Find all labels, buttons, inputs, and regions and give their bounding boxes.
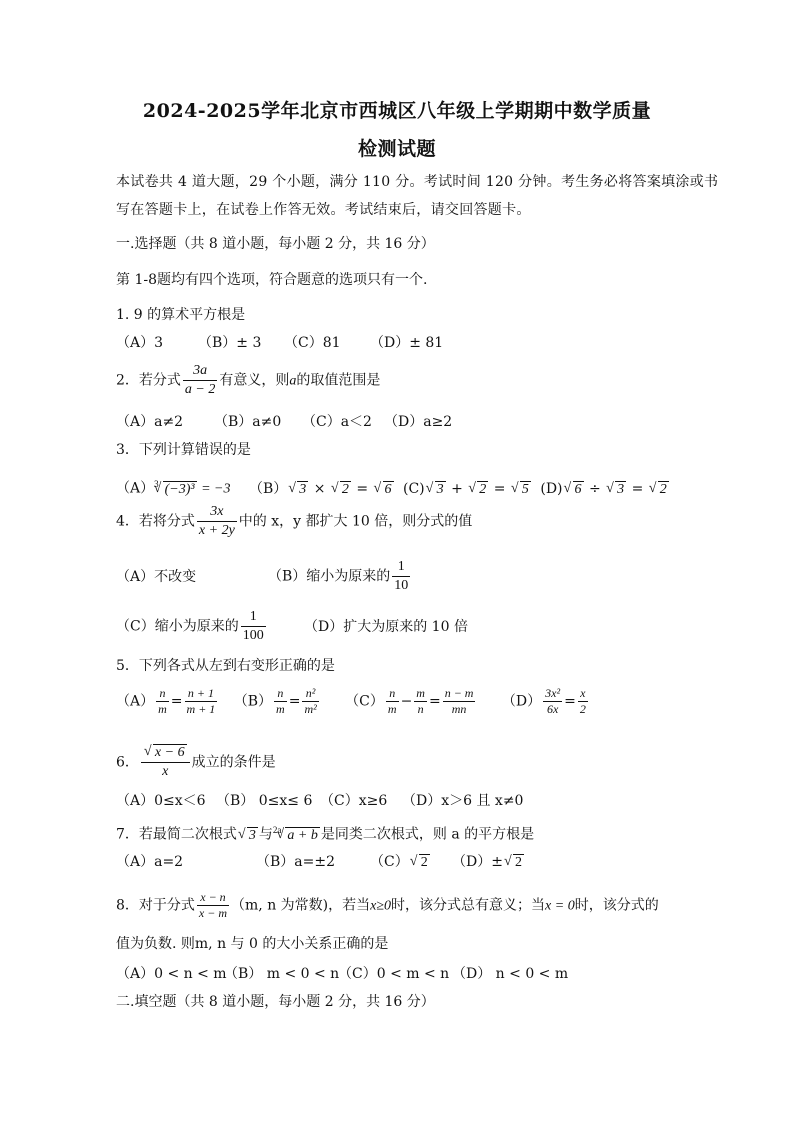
q8-stem: [116, 890, 659, 921]
intro-line-2: 写在答题卡上，在试卷上作答无效。考试结束后，请交回答题卡。: [116, 202, 531, 218]
q2-option-a: （A）a≠2: [116, 414, 184, 430]
q5-d-label: （D）: [501, 693, 542, 710]
q2-options: [116, 412, 452, 432]
q5-d-den-1: 6x: [546, 702, 559, 716]
q3-a-root: [154, 480, 197, 500]
q5-option-d: [502, 686, 590, 717]
q4-b-num: 1: [392, 558, 410, 577]
q5-c-num-2: m: [416, 686, 425, 700]
q4-option-d: （D）扩大为原来的 10 倍: [304, 618, 468, 635]
q4-options-row-2: [116, 608, 468, 645]
q4-c-fraction: [241, 608, 266, 645]
q6-stem-pre: 6．: [116, 754, 139, 771]
q3-a-rhs: = −3: [197, 481, 231, 497]
q5-options: [116, 686, 590, 717]
q3-d-root-1: [564, 480, 584, 500]
q3-b-label: （B）: [248, 480, 288, 497]
q5-c-minus: −: [400, 693, 413, 710]
q7-option-d: [452, 852, 525, 873]
q7-d-pm: ±: [491, 854, 503, 870]
q5-a-label: （A）: [116, 693, 155, 710]
q7-option-c: [370, 852, 452, 873]
q7-root-index: 2a: [272, 825, 282, 835]
q8-stem-line-2: 值为负数. 则m, n 与 0 的大小关系正确的是: [116, 936, 389, 952]
q3-d-radicand-2: 3: [617, 481, 625, 497]
q1-option-a: （A）3: [116, 335, 164, 351]
q7-d-root: [504, 853, 524, 873]
q4-frac-num: 3x: [197, 503, 237, 522]
q3-c-root-3: [511, 480, 531, 500]
q5-option-a: [116, 686, 219, 717]
q3-b-radicand-3: 6: [384, 481, 392, 497]
q5-b-num-1: n: [274, 686, 287, 702]
q1-option-c: （C）81: [284, 335, 341, 351]
q2-frac-num: 3a: [183, 362, 217, 381]
q3-b-times: ×: [309, 480, 330, 497]
q6-frac-num: [141, 744, 190, 763]
q6-option-b: （B） 0≤x≤ 6: [216, 793, 313, 809]
q6-option-d: （D）x＞6 且 x≠0: [402, 793, 524, 809]
q5-d-num-2: x: [578, 686, 588, 702]
q7-root-2: [276, 826, 319, 846]
q3-d-radicand-3: 2: [659, 481, 667, 497]
q8-options: [116, 964, 568, 984]
q4-b-den: 10: [394, 578, 409, 593]
q6-frac-den: x: [162, 764, 169, 779]
q5-c-frac-2: [414, 686, 427, 717]
q4-options-row-1: [116, 558, 412, 595]
q5-c-den-1: m: [387, 702, 397, 716]
q7-stem: [116, 820, 534, 846]
q3-c-eq: =: [489, 480, 510, 497]
q4-c-num: 1: [241, 608, 266, 627]
q5-c-frac-1: [386, 686, 399, 717]
q7-c-radicand: 2: [420, 855, 428, 870]
q3-c-radicand-1: 3: [436, 481, 444, 497]
q4-c-den: 100: [242, 628, 264, 643]
q5-b-frac-2: [302, 686, 318, 717]
q3-b-radicand-2: 2: [341, 481, 349, 497]
q6-options: [116, 791, 523, 811]
q6-option-a: （A）0≤x＜6: [116, 793, 206, 809]
q4-option-a: （A）不改变: [116, 568, 197, 585]
q3-a-radicand: (−3)³: [164, 481, 195, 497]
q5-c-num-3: n − m: [444, 686, 474, 700]
q3-c-radicand-2: 2: [479, 481, 487, 497]
q3-d-root-2: [606, 480, 626, 500]
q8-stem-pre: 8．对于分式: [116, 897, 195, 914]
q5-option-b: [234, 686, 321, 717]
q2-var: a: [289, 373, 297, 389]
q7-d-label: （D）: [452, 854, 492, 870]
q5-d-num-1: 3x²: [545, 686, 561, 700]
q8-stem-mid-1: （m, n 为常数)，若当: [231, 897, 371, 914]
q7-stem-mid: 与: [258, 826, 273, 843]
q2-stem-post-1: 有意义，则: [219, 372, 290, 389]
q7-options: [116, 852, 525, 873]
q5-c-den-3: mn: [451, 702, 467, 716]
q3-d-label: (D): [540, 480, 563, 497]
q4-stem-pre: 4．若将分式: [116, 513, 195, 530]
q3-d-radicand-1: 6: [574, 481, 582, 497]
q5-d-eq: =: [564, 693, 576, 710]
q5-c-den-2: n: [417, 702, 424, 716]
q8-cond-2: x = 0: [545, 898, 575, 914]
q3-options: [116, 474, 670, 500]
q7-radicand-2: a + b: [287, 827, 318, 843]
q7-option-b: （B）a=±2: [256, 854, 336, 870]
q5-c-eq: =: [428, 693, 441, 710]
q5-stem: 5．下列各式从左到右变形正确的是: [116, 658, 335, 674]
q7-c-root: [410, 853, 430, 873]
q3-c-root-1: [426, 480, 446, 500]
q3-option-c: [403, 479, 532, 500]
q7-stem-pre: 7．若最简二次根式: [116, 826, 237, 843]
q4-b-pre: （B）缩小为原来的: [268, 568, 391, 585]
q6-radicand: x − 6: [154, 745, 185, 760]
q3-option-d: [540, 479, 669, 500]
q7-stem-post: 是同类二次根式，则 a 的平方根是: [320, 826, 535, 843]
q3-b-eq: =: [351, 480, 373, 497]
q8-frac-den: x − m: [198, 906, 228, 920]
q6-option-c: （C）x≥6: [320, 793, 388, 809]
q5-d-frac-2: [578, 686, 588, 717]
section1-heading: 一.选择题（共 8 道小题，每小题 2 分，共 16 分）: [116, 236, 435, 252]
q4-fraction: [197, 503, 237, 540]
q5-a-eq: =: [170, 693, 183, 710]
q3-d-eq: =: [627, 480, 648, 497]
q2-option-d: （D）a≥2: [384, 414, 453, 430]
q8-stem-mid-3: 时，该分式的: [574, 897, 659, 914]
q1-option-d: （D）± 81: [370, 335, 444, 351]
q5-a-den-1: m: [158, 702, 167, 716]
q3-d-root-3: [649, 480, 669, 500]
q5-c-frac-3: [443, 686, 476, 717]
q3-c-label: (C): [402, 480, 425, 497]
q1-option-b: （B）± 3: [198, 335, 262, 351]
q5-b-frac-1: [274, 686, 287, 717]
q4-frac-den: x + 2y: [198, 523, 235, 538]
q5-d-den-2: 2: [579, 702, 586, 716]
q1-stem: 1. 9 的算术平方根是: [116, 307, 246, 323]
q8-option-d: （D） n < 0 < m: [452, 966, 569, 982]
q3-c-radicand-3: 5: [521, 481, 529, 497]
q2-option-c: （C）a＜2: [302, 414, 372, 430]
q6-stem: [116, 744, 276, 781]
q7-root-1: [238, 826, 258, 846]
intro-line-1: 本试卷共 4 道大题，29 个小题，满分 110 分。考试时间 120 分钟。考生务必将答案填涂或书: [116, 174, 719, 190]
q7-radicand-1: 3: [248, 827, 256, 843]
q2-option-b: （B）a≠0: [214, 414, 282, 430]
q5-b-den-2: m²: [304, 702, 317, 716]
q1-options: [116, 333, 443, 353]
q5-a-frac-2: [185, 686, 218, 717]
q2-stem: [116, 362, 380, 399]
q4-option-c: [116, 608, 304, 645]
q5-a-den-2: m + 1: [186, 702, 216, 716]
q7-option-a: （A）a=2: [116, 854, 184, 870]
q4-option-b: [268, 558, 412, 595]
q6-root: [144, 744, 187, 762]
q5-option-c: [345, 686, 477, 717]
q3-c-root-2: [468, 480, 488, 500]
q5-a-frac-1: [156, 686, 169, 717]
q5-d-frac-1: [543, 686, 562, 717]
q3-b-root-1: [288, 480, 308, 500]
q5-b-eq: =: [288, 693, 301, 710]
q5-b-den-1: m: [276, 702, 285, 716]
q5-b-label: （B）: [233, 693, 273, 710]
q4-c-pre: （C）缩小为原来的: [116, 618, 239, 635]
q5-c-label: （C）: [345, 693, 384, 710]
q8-frac-num: x − n: [197, 890, 229, 906]
page-title: 2024-2025学年北京市西城区八年级上学期期中数学质量: [142, 100, 652, 122]
q2-stem-pre: 2．若分式: [116, 372, 181, 389]
q3-b-root-2: [331, 480, 351, 500]
q8-fraction: [197, 890, 229, 921]
q3-option-a: [116, 474, 231, 500]
q6-stem-post: 成立的条件是: [191, 754, 276, 771]
q3-option-b: [249, 479, 395, 500]
q3-b-radicand-1: 3: [299, 481, 307, 497]
q8-option-b: （B） m < 0 < n: [224, 966, 340, 982]
section2-heading: 二.填空题（共 8 道小题，每小题 2 分，共 16 分）: [116, 994, 435, 1010]
q3-c-plus: +: [446, 480, 468, 497]
q6-fraction: [141, 744, 190, 781]
q8-cond-1: x≥0: [370, 898, 392, 914]
q3-a-label: （A）: [116, 480, 155, 497]
q5-a-num-2: n + 1: [185, 686, 218, 702]
q5-b-num-2: n²: [302, 686, 318, 702]
q7-d-radicand: 2: [514, 855, 522, 870]
q2-stem-post-2: 的取值范围是: [296, 372, 381, 389]
q4-stem: [116, 503, 472, 540]
q5-c-num-1: n: [386, 686, 399, 702]
section1-note: 第 1-8题均有四个选项，符合题意的选项只有一个.: [116, 272, 428, 288]
q4-b-fraction: [392, 558, 410, 595]
q8-option-c: （C）0 < m < n: [338, 966, 450, 982]
q3-stem: 3．下列计算错误的是: [116, 442, 251, 458]
q3-d-div: ÷: [584, 480, 606, 497]
q7-c-label: （C）: [370, 854, 409, 870]
q3-a-index: 3: [154, 479, 159, 489]
q2-fraction: [183, 362, 217, 399]
q2-frac-den: a − 2: [184, 382, 216, 397]
q8-stem-mid-2: 时，该分式总有意义；当: [391, 897, 546, 914]
page-subtitle: 检测试题: [357, 138, 436, 160]
q8-option-a: （A）0 < n < m: [116, 966, 227, 982]
q4-stem-post: 中的 x，y 都扩大 10 倍，则分式的值: [238, 513, 473, 530]
q3-b-root-3: [374, 480, 394, 500]
q5-a-num-1: n: [156, 686, 169, 702]
